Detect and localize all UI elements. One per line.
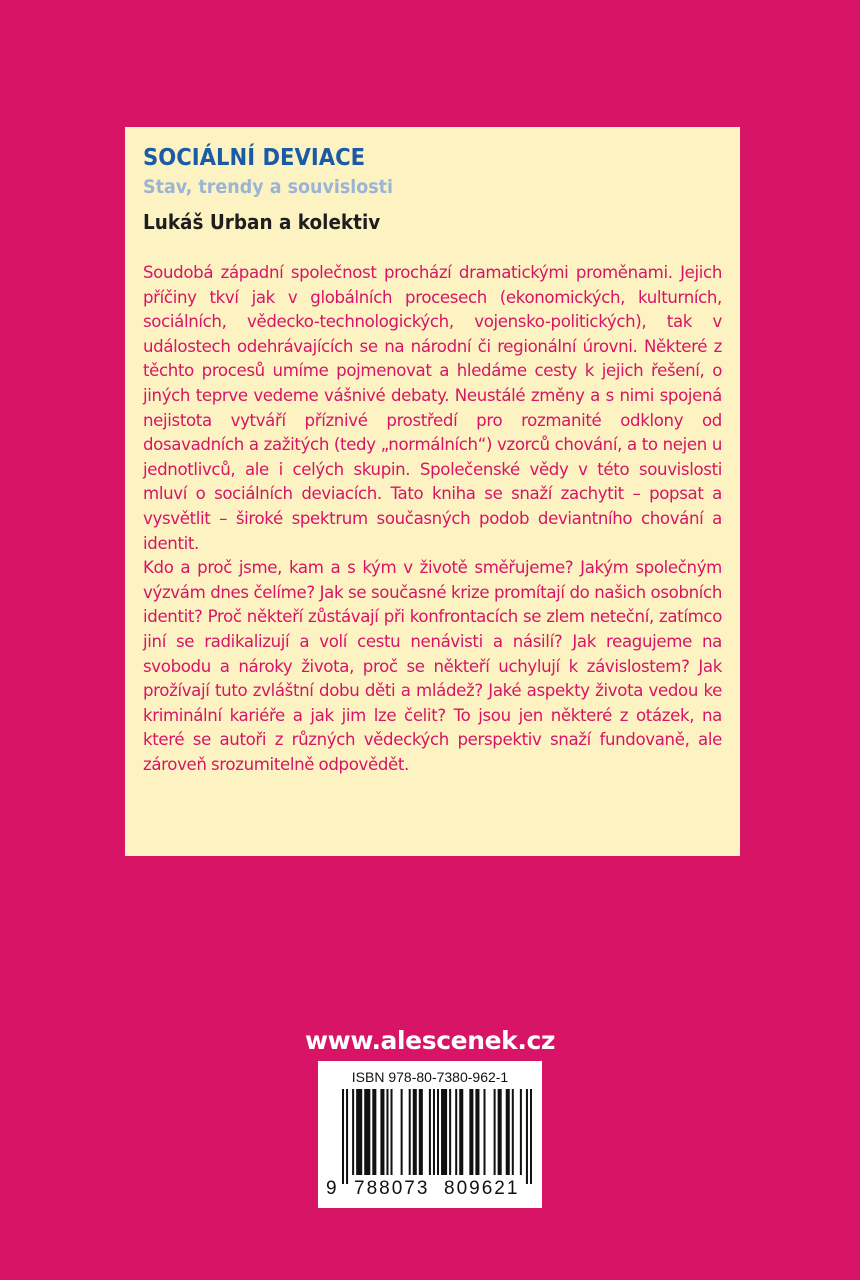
description-panel [125,127,740,856]
barcode-right-group: 809621 [444,1178,520,1199]
book-subtitle: Stav, trendy a souvislosti [143,176,393,198]
barcode-left-group: 788073 [354,1178,430,1199]
isbn-barcode [318,1061,542,1208]
barcode-bar [372,1089,376,1175]
barcode-bar [437,1089,439,1175]
barcode-bar [455,1089,457,1175]
blurb-paragraph-1: Soudobá západní společnost prochází dramatickými proměnami. Jejich příčiny tkví jak v globálních procesech (ekonomických, kulturních, sociálních, vědecko-technologických, vojensko-politických), tak v událostech odehrávajících se na národní či regionální úrovni. Některé z těchto procesů umíme pojmenovat a hledáme cesty k jejich řešení, o jiných teprve vedeme vášnivé debaty. Neustálé změny a s nimi spojená nejistota vytváří příznivé prostředí pro rozmanité odklony od dosavadních a zažitých (tedy „normálních“) vzorců chování, a to nejen u jednotlivců, ale i celých skupin. Společenské vědy v této souvislosti mluví o sociálních deviacích. Tato kniha se snaží zachytit – popsat a vysvětlit – široké spektrum současných podob deviantního chování a identit. [143,263,722,553]
barcode-bar [449,1089,451,1175]
barcode-bar [391,1089,393,1175]
barcode-bar [409,1089,411,1175]
barcode-bar [506,1089,510,1175]
publisher-url[interactable]: www.alescenek.cz [304,1026,556,1055]
book-author: Lukáš Urban a kolektiv [143,210,381,234]
barcode-bar [441,1089,447,1175]
barcode-bar [530,1089,532,1184]
blurb-paragraph-2: Kdo a proč jsme, kam a s kým v životě směřujeme? Jakým společným výzvám dnes čelíme? Jak se současné krize promítají do našich osobních identit? Proč někteří zůstávají při konfrontacích se zlem neteční, zatímco jiní se radikalizují a volí cestu nenávisti a násilí? Jak reagujeme na svobodu a nároky života, proč se někteří uchylují k závislostem? Jak prožívají tuto zvláštní dobu děti a mládež? Jaké aspekty života vedou ke kriminální kariéře a jak jim lze čelit? To jsou jen některé z otázek, na které se autoři z různých vědeckých perspektiv snaží fundovaně, ale zároveň srozumitelně odpovědět. [143,558,722,774]
book-title: SOCIÁLNÍ DEVIACE [143,145,366,171]
barcode-bar [512,1089,514,1175]
barcode-bar [380,1089,384,1175]
barcode-bar [469,1089,473,1175]
barcode-bar [364,1089,370,1175]
barcode-bar [429,1089,431,1175]
barcode-bars [342,1089,532,1184]
barcode-bar [342,1089,344,1184]
barcode-bar [433,1089,435,1175]
barcode-bar [352,1089,354,1175]
barcode-bar [475,1089,479,1175]
barcode-lead-digit: 9 [326,1178,337,1199]
barcode-bar [413,1089,417,1175]
barcode-bar [494,1089,496,1175]
barcode-bar [498,1089,502,1175]
barcode-bar [386,1089,388,1175]
barcode-bar [401,1089,403,1175]
barcode-bar [346,1089,348,1184]
barcode-bar [459,1089,463,1175]
barcode-bar [356,1089,362,1175]
barcode-bar [520,1089,522,1175]
blurb [143,261,722,777]
barcode-bar [483,1089,485,1175]
barcode-bar [526,1089,528,1184]
isbn-label: ISBN 978-80-7380-962-1 [351,1069,509,1085]
barcode-bar [419,1089,423,1175]
